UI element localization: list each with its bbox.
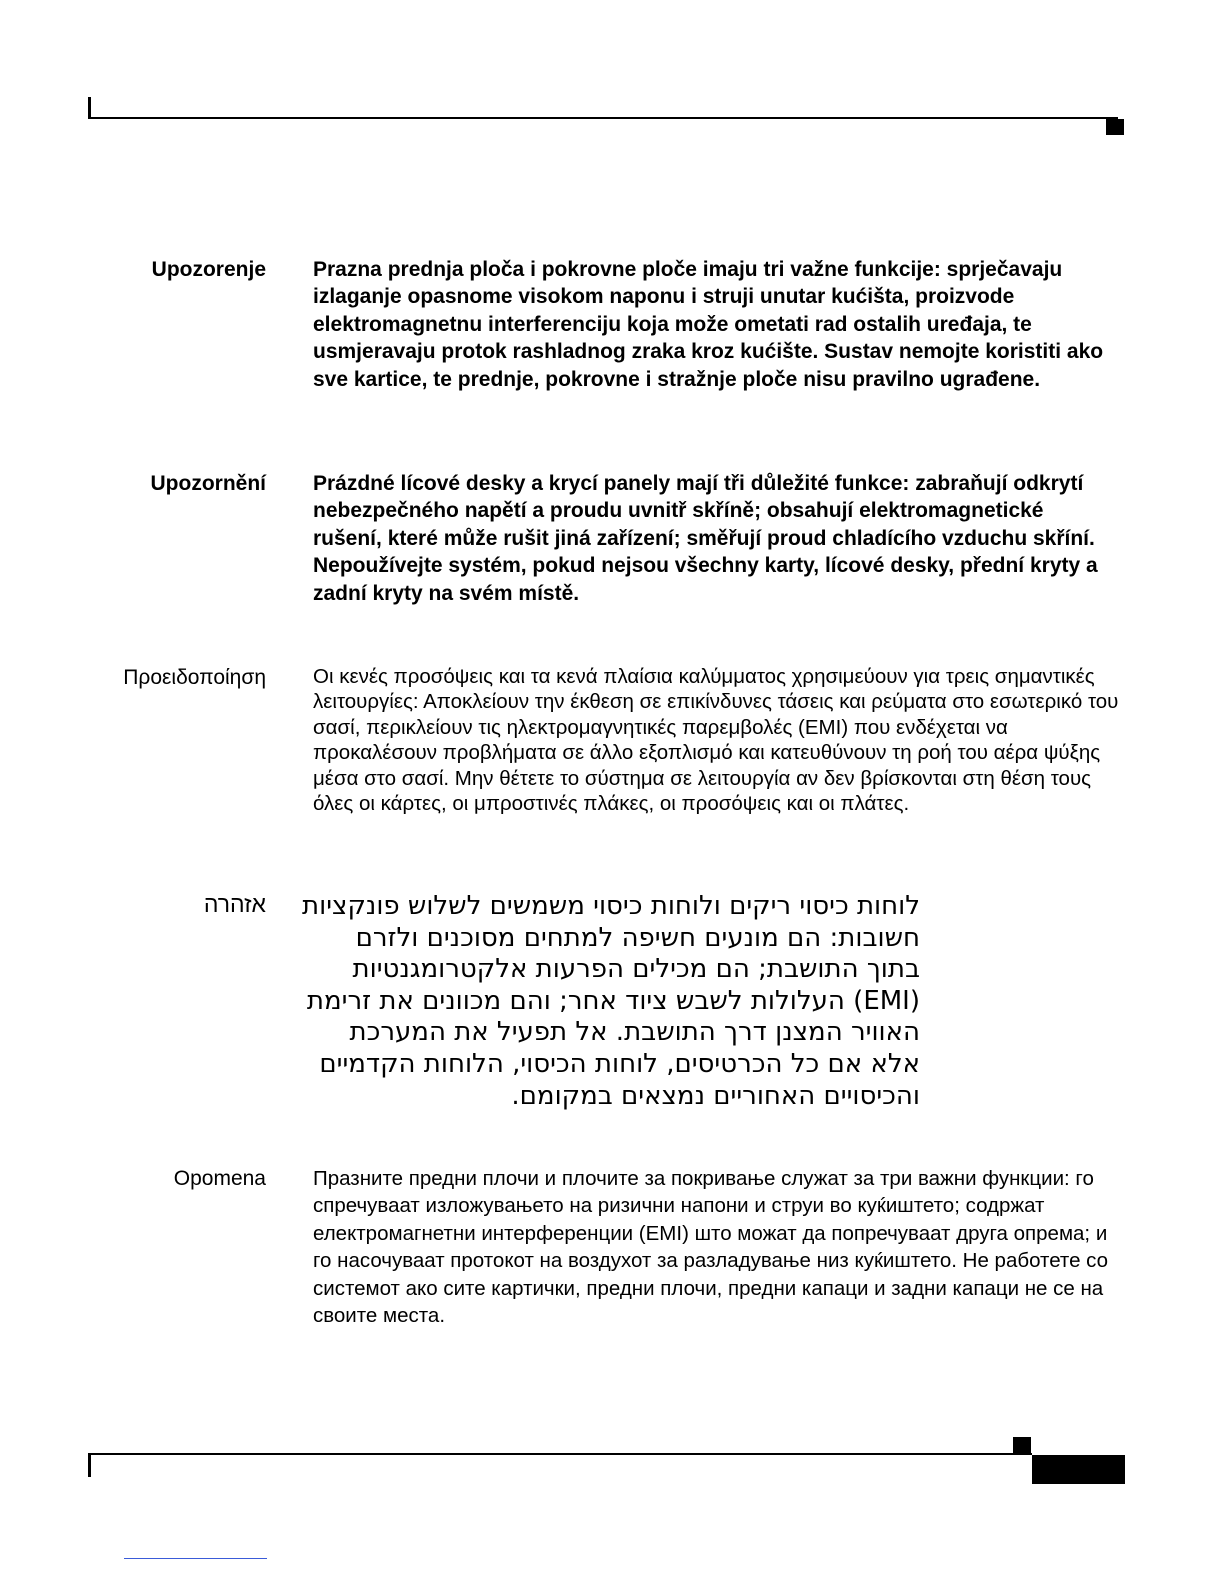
header-rule-tick: [88, 97, 91, 119]
warning-label: Προειδοποίηση: [123, 666, 266, 689]
warning-text: Οι κενές προσόψεις και τα κενά πλαίσια καλύμματος χρησιμεύουν για τρεις σημαντικές λειτουργίες: Αποκλείουν την έκθεση σε επικίνδυνες τάσεις και ρεύματα στο εσωτερικό του σασί, περικλείουν τις ηλεκτρομαγνητικές παρεμβολές (EMI) που ενδέχεται να προκαλέσουν προβλήματα σε άλλο εξοπλισμό και κατευθύνουν τη ροή του αέρα ψύξης μέσα στο σασί. Μην θέτετε το σύστημα σε λειτουργία αν δεν βρίσκονται στη θέση τους όλες οι κάρτες, οι μπροστινές πλάκες, οι προσόψεις και οι πλάτες.: [313, 665, 1119, 816]
warning-text: Prazna prednja ploča i pokrovne ploče imaju tri važne funkcije: sprječavaju izlaganje opasnome visokom naponu i struji unutar kućišta, proizvode elektromagnetnu interferenciju koja može ometati rad ostalih uređaja, te usmjeravaju protok rashladnog zraka kroz kućište. Sustav nemojte koristiti ako sve kartice, te prednje, pokrovne i stražnje ploče nisu pravilno ugrađene.: [313, 258, 1104, 391]
warning-text: לוחות כיסוי ריקים ולוחות כיסוי משמשים לשלוש פונקציות חשובות: הם מונעים חשיפה למתחים מסוכנים ולזרם בתוך התושבת; הם מכילים הפרעות אלקטרומגנטיות (EMI) העלולות לשבש ציוד אחר; והם מכוונים את זרימת האוויר המצנן דרך התושבת. אל תפעיל את המערכת אלא אם כל הכרטיסים, לוחות הכיסוי, הלוחות הקדמיים והכיסויים האחוריים נמצאים במקומם.: [302, 891, 920, 1111]
footer-rule-tick: [88, 1453, 91, 1477]
footer-link-underline: [124, 1558, 267, 1559]
warning-label: אזהרה: [203, 891, 266, 917]
warning-label: Upozornění: [150, 472, 266, 495]
header-rule: [88, 117, 1118, 119]
warning-text: Празните предни плочи и плочите за покривање служат за три важни функции: го спречуваат изложувањето на ризични напони и струи во куќиштето; содржат електромагнетни интерференции (EMI) што можат да попречуваат друга опрема; и го насочуваат протокот на воздухот за разладување низ куќиштето. Не работете со системот ако сите картички, предни плочи, предни капаци и задни капаци не се на своите места.: [313, 1167, 1109, 1328]
warning-text: Prázdné lícové desky a krycí panely mají tři důležité funkce: zabraňují odkrytí nebezpečného napětí a proudu uvnitř skříně; obsahují elektromagnetické rušení, které může rušit jiná zařízení; směřují proud chladícího vzduchu skříní. Nepoužívejte systém, pokud nejsou všechny karty, lícové desky, přední kryty a zadní kryty na svém místě.: [313, 472, 1098, 605]
warning-label: Upozorenje: [151, 258, 266, 281]
warning-label: Opomena: [173, 1167, 266, 1190]
page-number-block: [1032, 1455, 1125, 1484]
header-corner-mark: [1106, 119, 1124, 135]
footer-rule: [88, 1453, 1032, 1455]
